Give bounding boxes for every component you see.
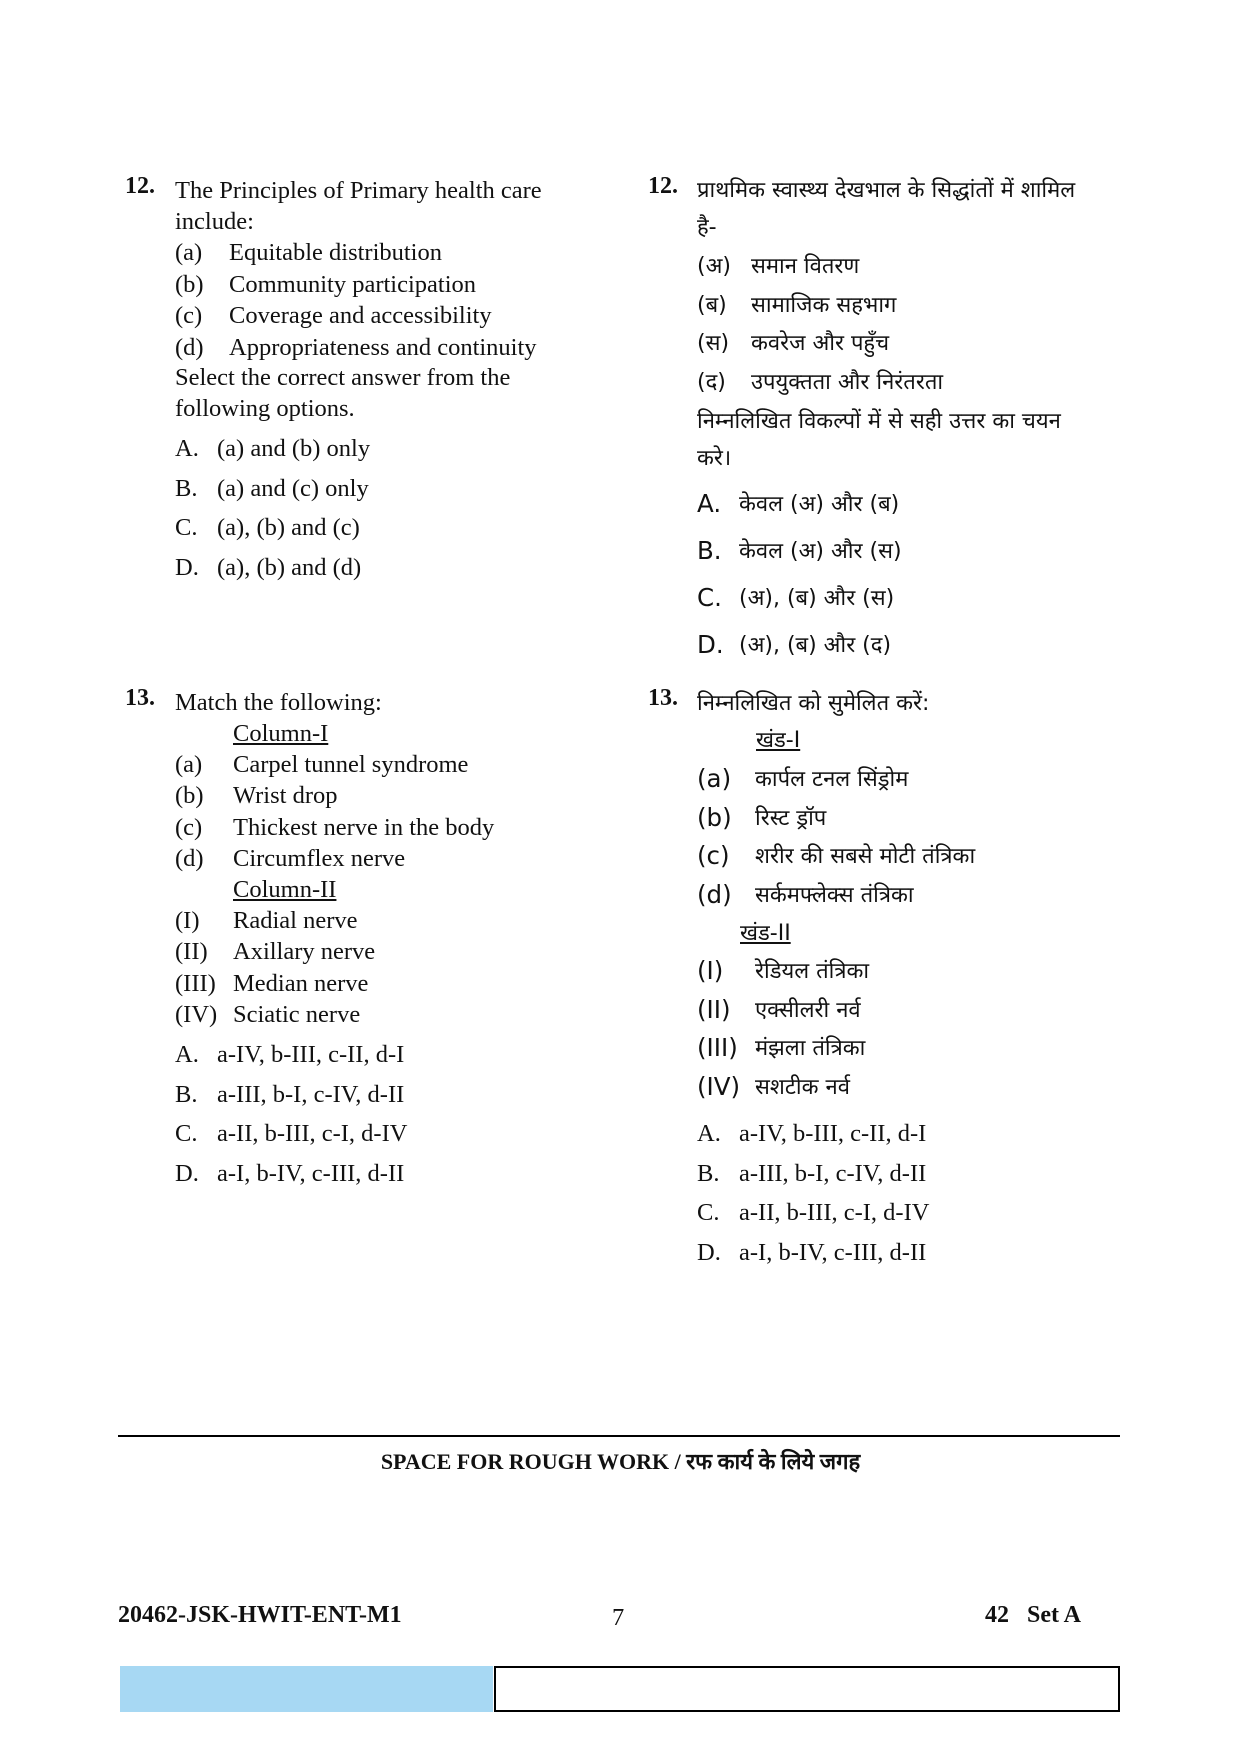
q13-en-col2-item-4: (IV) Sciatic nerve bbox=[175, 1000, 361, 1028]
q13-hi-col1-item-b: (b) रिस्ट ड्रॉप bbox=[697, 802, 827, 832]
q12-en-instruction-line1: Select the correct answer from the bbox=[175, 364, 511, 391]
q12-en-options bbox=[175, 433, 370, 591]
q13-en-column2-list bbox=[175, 905, 375, 1030]
q12-en-option-b: B. (a) and (c) only bbox=[175, 474, 369, 502]
q12-hi-option-b: B. केवल (अ) और (स) bbox=[697, 536, 902, 565]
q12-en-option-a: A. (a) and (b) only bbox=[175, 435, 371, 462]
q12-hi-items bbox=[697, 250, 943, 404]
q12-hi-option-d: D. (अ), (ब) और (द) bbox=[697, 630, 892, 659]
q12-en-item-a: (a) Equitable distribution bbox=[175, 239, 442, 266]
q13-en-options bbox=[175, 1039, 407, 1197]
q13-hi-column1-heading: खंड-I bbox=[756, 728, 801, 753]
q13-en-stem: Match the following: bbox=[175, 689, 382, 716]
q13-hi-col2-item-4: (IV) सशटीक नर्व bbox=[697, 1071, 850, 1101]
q13-en-col1-item-b: (b) Wrist drop bbox=[175, 782, 338, 810]
page-number: 7 bbox=[612, 1604, 625, 1631]
q13-hi-column2-list bbox=[697, 955, 869, 1109]
q13-hi-col2-item-2: (II) एक्सीलरी नर्व bbox=[697, 994, 861, 1024]
footer-color-bar bbox=[120, 1666, 493, 1712]
q13-hi-option-c: C. a-II, b-III, c-I, d-IV bbox=[697, 1199, 930, 1226]
q13-hi-col1-item-d: (d) सर्कमफ्लेक्स तंत्रिका bbox=[697, 879, 914, 909]
q12-en-items bbox=[175, 237, 537, 363]
q13-hi-option-a: A. a-IV, b-III, c-II, d-I bbox=[697, 1120, 927, 1147]
q13-hi-option-b: B. a-III, b-I, c-IV, d-II bbox=[697, 1159, 927, 1187]
q13-en-number: 13. bbox=[125, 685, 155, 711]
q13-hi-option-d: D. a-I, b-IV, c-III, d-II bbox=[697, 1238, 927, 1266]
q13-en-col2-item-1: (I) Radial nerve bbox=[175, 907, 358, 934]
q12-hi-instruction-line2: करे। bbox=[697, 446, 732, 471]
set-label: 42 Set A bbox=[985, 1602, 1081, 1628]
q12-hi-option-c: C. (अ), (ब) और (स) bbox=[697, 583, 895, 612]
q12-en-instruction-line2: following options. bbox=[175, 395, 355, 422]
q13-hi-col1-item-c: (c) शरीर की सबसे मोटी तंत्रिका bbox=[697, 841, 976, 870]
q13-en-col2-item-3: (III) Median nerve bbox=[175, 969, 369, 997]
q13-en-option-c: C. a-II, b-III, c-I, d-IV bbox=[175, 1120, 408, 1147]
rough-work-label: SPACE FOR ROUGH WORK / रफ कार्य के लिये जगह bbox=[380, 1449, 861, 1474]
q12-hi-options bbox=[697, 488, 902, 676]
q13-hi-col2-item-1: (I) रेडियल तंत्रिका bbox=[697, 956, 870, 985]
q12-en-instruction bbox=[175, 362, 510, 424]
q13-en-option-a: A. a-IV, b-III, c-II, d-I bbox=[175, 1041, 405, 1068]
q12-hi-stem-line1: प्राथमिक स्वास्थ्य देखभाल के सिद्धांतों में शामिल bbox=[697, 178, 1076, 203]
q13-hi-options bbox=[697, 1118, 929, 1276]
q12-en-stem bbox=[175, 175, 542, 237]
q13-en-col2-item-2: (II) Axillary nerve bbox=[175, 938, 376, 966]
q13-hi-number: 13. bbox=[648, 685, 678, 711]
q13-en-column2-heading: Column-II bbox=[233, 876, 337, 903]
q12-hi-stem bbox=[697, 172, 1075, 246]
rough-work-divider bbox=[118, 1435, 1120, 1437]
q12-hi-number: 12. bbox=[648, 173, 678, 199]
q13-en-option-b: B. a-III, b-I, c-IV, d-II bbox=[175, 1080, 405, 1108]
q12-en-option-c: C. (a), (b) and (c) bbox=[175, 514, 360, 541]
q12-hi-option-a: A. केवल (अ) और (ब) bbox=[697, 489, 900, 518]
q12-hi-item-c: (स) कवरेज और पहुँच bbox=[697, 331, 890, 356]
q13-hi-col1-item-a: (a) कार्पल टनल सिंड्रोम bbox=[697, 764, 909, 793]
q13-en-column1-list bbox=[175, 749, 494, 874]
q12-en-option-d: D. (a), (b) and (d) bbox=[175, 553, 362, 581]
q13-en-option-d: D. a-I, b-IV, c-III, d-II bbox=[175, 1159, 405, 1187]
q13-en-column1-heading: Column-I bbox=[233, 720, 329, 747]
q12-en-number: 12. bbox=[125, 173, 155, 199]
q12-en-item-c: (c) Coverage and accessibility bbox=[175, 302, 492, 329]
q12-hi-item-b: (ब) सामाजिक सहभाग bbox=[697, 292, 897, 318]
q13-en-col1-item-d: (d) Circumflex nerve bbox=[175, 844, 406, 872]
q12-hi-stem-line2: है- bbox=[697, 215, 717, 240]
q13-hi-column1-list bbox=[697, 763, 975, 917]
q12-en-stem-line2: include: bbox=[175, 208, 254, 235]
q12-hi-item-d: (द) उपयुक्तता और निरंतरता bbox=[697, 369, 944, 395]
paper-code: 20462-JSK-HWIT-ENT-M1 bbox=[118, 1602, 402, 1628]
q12-hi-instruction-line1: निम्नलिखित विकल्पों में से सही उत्तर का चयन bbox=[697, 409, 1061, 434]
q12-en-item-d: (d) Appropriateness and continuity bbox=[175, 333, 537, 361]
q13-hi-column2-heading: खंड-II bbox=[740, 921, 791, 946]
q12-en-stem-line1: The Principles of Primary health care bbox=[175, 177, 542, 204]
q12-en-item-b: (b) Community participation bbox=[175, 270, 477, 298]
q13-hi-stem: निम्नलिखित को सुमेलित करें: bbox=[697, 691, 930, 716]
q13-en-col1-item-a: (a) Carpel tunnel syndrome bbox=[175, 751, 469, 778]
q13-hi-col2-item-3: (III) मंझला तंत्रिका bbox=[697, 1033, 866, 1062]
q12-hi-instruction bbox=[697, 403, 1061, 477]
q13-en-col1-item-c: (c) Thickest nerve in the body bbox=[175, 813, 495, 841]
q12-hi-item-a: (अ) समान वितरण bbox=[697, 254, 860, 279]
footer-empty-box bbox=[494, 1666, 1120, 1712]
